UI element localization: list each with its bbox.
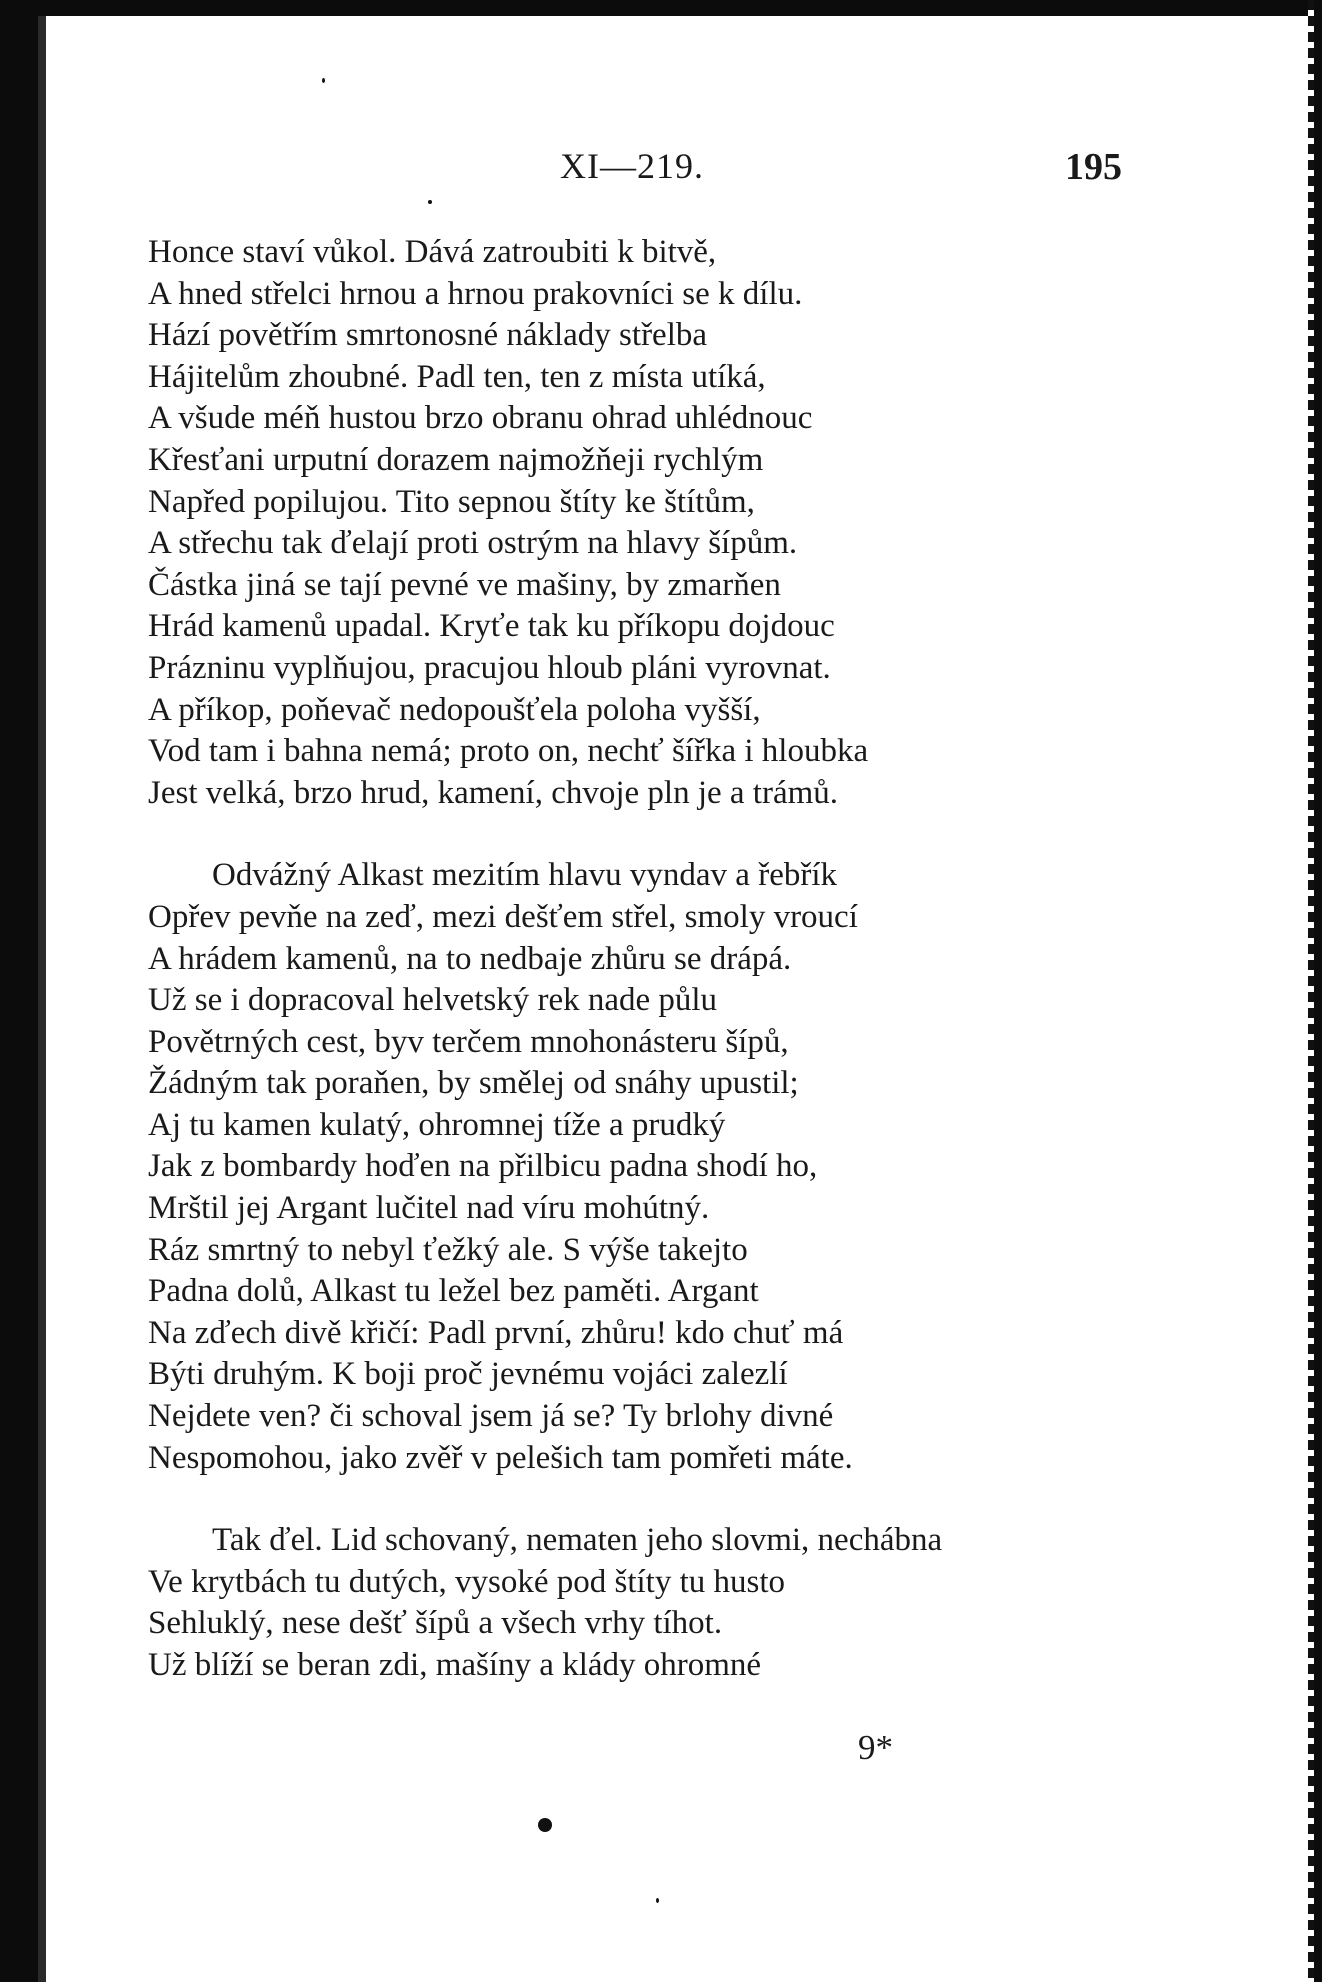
signature-mark: 9* — [858, 1728, 893, 1767]
text-line: Nejdete ven? či schoval jsem já se? Ty brlohy divné — [148, 1398, 834, 1435]
text-line: Hájitelům zhoubné. Padl ten, ten z místa utíká, — [148, 358, 766, 395]
text-line: Nespomohou, jako zvěř v pelešich tam pomřeti máte. — [148, 1439, 853, 1476]
text-line: Prázninu vyplňujou, pracujou hloub pláni vyrovnat. — [148, 649, 831, 686]
scan-border-right-dashed — [1308, 0, 1314, 1982]
text-line: Hrád kamenů upadal. Kryťe tak ku příkopu dojdouc — [148, 608, 835, 645]
text-line: Na zďech divě křičí: Padl první, zhůru! kdo chuť má — [148, 1314, 844, 1351]
text-line: Mrštil jej Argant lučitel nad víru mohútný. — [148, 1190, 710, 1227]
text-line: Býti druhým. K boji proč jevnému vojáci zalezlí — [148, 1356, 788, 1393]
ink-spot — [538, 1818, 552, 1832]
text-line: A hned střelci hrnou a hrnou prakovníci se k dílu. — [148, 275, 803, 312]
text-line: Částka jiná se tají pevné ve mašiny, by zmarňen — [148, 566, 781, 603]
text-line: A hrádem kamenů, na to nedbaje zhůru se drápá. — [148, 940, 792, 977]
text-line: A příkop, poňevač nedopoušťela poloha vyšší, — [148, 691, 761, 728]
scan-border-right — [1314, 0, 1322, 1982]
text-line: Napřed popilujou. Tito sepnou štíty ke štítům, — [148, 483, 755, 520]
text-line: Ráz smrtný to nebyl ťežký ale. S výše takejto — [148, 1231, 748, 1268]
page-number: 195 — [1065, 146, 1122, 188]
stanza — [148, 855, 1128, 1479]
text-line: Jak z bombardy hoďen na přilbicu padna shodí ho, — [148, 1148, 818, 1185]
ink-speck — [428, 200, 432, 204]
text-line: Ve krytbách tu dutých, vysoké pod štíty tu husto — [148, 1563, 786, 1600]
text-line: Aj tu kamen kulatý, ohromnej tíže a prudký — [148, 1106, 726, 1143]
text-line: Honce staví vůkol. Dává zatroubiti k bitvě, — [148, 234, 717, 270]
scan-border-left-inner — [38, 16, 46, 1982]
page-reference: XI—219. — [560, 146, 704, 186]
stanza — [148, 232, 1128, 814]
text-line: Sehluklý, nese dešť šípů a všech vrhy tíhot. — [148, 1605, 723, 1642]
text-line: Vod tam i bahna nemá; proto on, nechť šířka i hloubka — [148, 733, 869, 770]
text-line: A všude méň hustou brzo obranu ohrad uhlédnouc — [148, 400, 813, 437]
text-line: Hází povětřím smrtonosné náklady střelba — [148, 317, 708, 354]
text-line: Křesťani urputní dorazem najmožňeji rychlým — [148, 441, 764, 478]
text-line: A střechu tak ďelají proti ostrým na hlavy šípům. — [148, 525, 798, 562]
text-line: Jest velká, brzo hrud, kamení, chvoje pln je a trámů. — [148, 774, 839, 811]
page-header — [150, 145, 1122, 195]
ink-speck — [322, 78, 325, 83]
text-line: Opřev pevňe na zeď, mezi dešťem střel, smoly vroucí — [148, 898, 858, 935]
text-line: Už blíží se beran zdi, mašíny a klády ohromné — [148, 1647, 762, 1683]
text-line: Padna dolů, Alkast tu ležel bez paměti. Argant — [148, 1273, 759, 1310]
text-line: Už se i dopracoval helvetský rek nade půlu — [148, 982, 718, 1019]
text-line: Tak ďel. Lid schovaný, nematen jeho slovmi, nechábna — [212, 1522, 943, 1559]
stanza — [148, 1520, 1128, 1686]
ink-speck — [656, 1898, 659, 1903]
text-line: Povětrných cest, byv terčem mnohonásteru šípů, — [148, 1023, 789, 1060]
text-line: Žádným tak poraňen, by smělej od snáhy upustil; — [148, 1065, 799, 1102]
scan-border-top — [0, 0, 1322, 16]
text-line: Odvážný Alkast mezitím hlavu vyndav a řebřík — [212, 857, 838, 894]
poem-text — [148, 232, 1128, 1687]
